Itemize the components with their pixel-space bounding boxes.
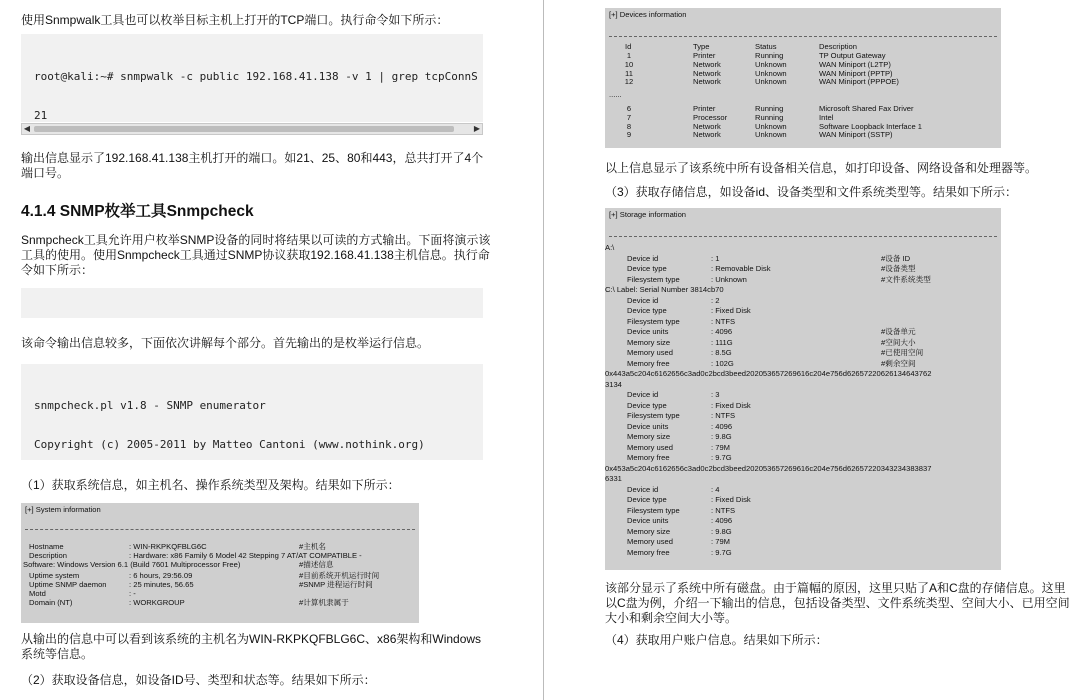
output-line: A:\ [605, 243, 615, 252]
code-block-snmpcheck-command [21, 288, 483, 318]
table-row [605, 70, 1001, 79]
field-label: Filesystem type [627, 411, 680, 420]
field-label: Device units [627, 327, 669, 336]
table-cell: WAN Miniport (SSTP) [819, 130, 893, 140]
field-label: Motd [29, 589, 46, 598]
field-value: : Hardware: x86 Family 6 Model 42 Stepping 7 AT/AT COMPATIBLE - [129, 551, 362, 560]
table-cell: 6 [626, 104, 632, 113]
field-comment: #SNMP 进程运行时间 [299, 580, 373, 589]
output-row [605, 328, 1001, 337]
output-row [21, 599, 419, 608]
system-information-screenshot [21, 503, 419, 623]
output-line: 0x453a5c204c6162656c3ad0c2bcd3beed202053657269616c204e756d62657220343234383837 [605, 463, 932, 473]
output-row [605, 412, 1001, 421]
field-comment: #描述信息 [299, 560, 334, 569]
field-value: : WIN-RKPKQFBLG6C [129, 542, 207, 551]
paragraph: （1）获取系统信息，如主机名、操作系统类型及架构。结果如下所示： [21, 478, 400, 492]
paragraph: 以上信息显示了该系统中所有设备相关信息，如打印设备、网络设备和处理器等。 [605, 161, 1038, 175]
field-label: Hostname [29, 542, 64, 551]
output-row [605, 454, 1001, 463]
screenshot-title: [+] Devices information [609, 10, 687, 19]
output-row [605, 391, 1001, 400]
table-cell: 12 [624, 77, 634, 87]
field-value: : 25 minutes, 56.65 [129, 580, 194, 589]
table-cell: Network [693, 121, 721, 131]
table-cell: Unknown [755, 121, 787, 131]
field-label: Device id [627, 253, 659, 263]
field-label: Device units [627, 421, 669, 431]
field-label: Device type [627, 264, 667, 273]
field-label: Memory free [627, 358, 670, 368]
table-cell: 8 [626, 121, 632, 131]
devices-information-screenshot [605, 8, 1001, 148]
table-row [605, 131, 1001, 140]
output-row [605, 549, 1001, 558]
field-value: : 4096 [711, 421, 733, 431]
field-comment: #计算机隶属于 [299, 598, 349, 607]
output-row [605, 475, 1001, 484]
paragraph: （3）获取存储信息，如设备id、设备类型和文件系统类型等。结果如下所示： [605, 185, 1018, 199]
field-comment: #目前系统开机运行时间 [299, 571, 380, 580]
code-line: snmpcheck.pl v1.8 - SNMP enumerator [34, 399, 266, 412]
field-value: : 79M [711, 442, 730, 452]
output-row [605, 255, 1001, 264]
table-cell: WAN Miniport (PPTP) [819, 68, 893, 78]
field-label: Memory used [627, 442, 674, 452]
column-header: Type [693, 42, 710, 51]
field-label: Device id [627, 484, 659, 494]
output-row [605, 402, 1001, 411]
field-label: Device type [627, 306, 667, 315]
output-row [605, 370, 1001, 379]
code-block-snmpwalk [21, 34, 483, 122]
output-row [605, 307, 1001, 316]
output-row [605, 349, 1001, 358]
field-value: : Fixed Disk [711, 306, 751, 315]
table-cell: 7 [626, 112, 632, 122]
paragraph: 该命令输出信息较多，下面依次讲解每个部分。首先输出的是枚举运行信息。 [21, 336, 430, 350]
output-row [605, 465, 1001, 474]
field-comment: #设备类型 [881, 264, 916, 273]
output-line: 3134 [605, 379, 622, 389]
output-row [605, 286, 1001, 295]
table-cell: Unknown [755, 77, 787, 87]
table-header [605, 43, 1001, 52]
field-value: : Removable Disk [711, 264, 771, 273]
field-comment: #主机名 [299, 542, 327, 551]
field-value: : 8.5G [711, 348, 732, 357]
table-cell: Running [755, 104, 784, 113]
table-cell: WAN Miniport (L2TP) [819, 59, 891, 69]
field-label: Device type [627, 495, 667, 504]
scroll-right-icon[interactable]: ▶ [473, 124, 481, 133]
output-row [605, 433, 1001, 442]
table-cell: Running [755, 112, 784, 122]
table-cell: TP Output Gateway [819, 51, 886, 60]
dashed-divider [609, 236, 997, 237]
table-row [605, 114, 1001, 123]
field-label: Device id [627, 295, 659, 305]
table-row [605, 52, 1001, 61]
ellipsis [605, 91, 1001, 100]
field-value: : 4 [711, 484, 720, 494]
field-label: Device units [627, 516, 669, 525]
paragraph: 该部分显示了系统中所有磁盘。由于篇幅的原因，这里只贴了A和C盘的存储信息。这里以C盘为例，介绍一下输出的信息，包括设备类型、文件系统类型、空间大小、已用空间大小和剩余空间大小等。 [605, 581, 1070, 625]
code-line: 21 [34, 109, 48, 122]
output-row [605, 318, 1001, 327]
field-label: Memory size [627, 526, 671, 536]
dashed-divider [25, 529, 415, 530]
field-label: Description [29, 551, 67, 560]
field-label: Memory size [627, 337, 671, 347]
field-comment: #剩余空间 [881, 358, 916, 368]
output-row [605, 486, 1001, 495]
field-value: : WORKGROUP [129, 598, 185, 607]
field-label: Filesystem type [627, 505, 680, 515]
table-row [605, 105, 1001, 114]
field-value: : Unknown [711, 274, 747, 284]
table-cell: Running [755, 51, 784, 60]
field-value: : 9.7G [711, 547, 732, 557]
column-header: Description [819, 42, 857, 51]
table-cell: Network [693, 59, 721, 69]
table-row [605, 61, 1001, 70]
table-cell: 9 [626, 130, 632, 140]
field-value: : 9.8G [711, 526, 732, 536]
field-comment: #文件系统类型 [881, 274, 931, 284]
output-row [605, 423, 1001, 432]
field-value: : 79M [711, 537, 730, 546]
field-value: : 3 [711, 390, 720, 399]
right-page [560, 0, 1080, 700]
output-row [605, 444, 1001, 453]
field-value: : - [129, 589, 136, 598]
screenshot-title: [+] Storage information [609, 210, 687, 219]
output-line: C:\ Label: Serial Number 3814cb70 [605, 285, 724, 294]
paragraph: （2）获取设备信息，如设备ID号、类型和状态等。结果如下所示： [21, 673, 376, 687]
output-line: 0x443a5c204c6162656c3ad0c2bcd3beed202053657269616c204e756d62657220626134643762 [605, 369, 932, 378]
field-comment: #空间大小 [881, 337, 916, 347]
horizontal-scrollbar[interactable] [21, 123, 483, 135]
table-cell: Network [693, 130, 721, 140]
paragraph: 使用Snmpwalk工具也可以枚举目标主机上打开的TCP端口。执行命令如下所示： [21, 13, 449, 27]
field-value: : 9.7G [711, 453, 732, 462]
field-comment: #已使用空间 [881, 348, 924, 357]
table-cell: Processor [693, 112, 728, 122]
code-line: Copyright (c) 2005-2011 by Matteo Cantoni (www.nothink.org) [34, 438, 425, 451]
field-label: Software: Windows Version 6.1 (Build 7601 Multiprocessor Free) [23, 560, 241, 569]
table-cell: Software Loopback Interface 1 [819, 121, 923, 131]
table-cell: Microsoft Shared Fax Driver [819, 104, 914, 113]
field-value: : 111G [711, 337, 733, 347]
output-row [605, 265, 1001, 274]
table-cell: 11 [625, 68, 633, 78]
field-value: : 6 hours, 29:56.09 [129, 571, 193, 580]
field-value: : 4096 [711, 327, 733, 336]
scroll-left-icon[interactable]: ◀ [23, 124, 31, 133]
field-label: Memory used [627, 348, 674, 357]
field-label: Domain (NT) [29, 598, 73, 607]
table-cell: Unknown [755, 130, 787, 140]
output-row [605, 297, 1001, 306]
output-row [21, 581, 419, 590]
field-value: : NTFS [711, 505, 736, 515]
field-comment: #设备单元 [881, 327, 916, 336]
table-row [605, 78, 1001, 87]
field-value: : 2 [711, 295, 720, 305]
output-row [21, 561, 419, 570]
output-row [605, 360, 1001, 369]
paragraph: 从输出的信息中可以看到该系统的主机名为WIN-RKPKQFBLG6C、x86架构和Windows系统等信息。 [21, 632, 482, 661]
field-label: Memory free [627, 453, 670, 462]
paragraph: 输出信息显示了192.168.41.138主机打开的端口。如21、25、80和443，总共打开了4个端口号。 [21, 151, 484, 180]
output-row [605, 507, 1001, 516]
field-label: Uptime system [29, 571, 80, 580]
field-value: : 9.8G [711, 432, 732, 441]
table-cell: 10 [624, 59, 634, 69]
table-row [605, 123, 1001, 132]
table-cell: Unknown [755, 68, 787, 78]
output-row [605, 538, 1001, 547]
field-value: : NTFS [711, 316, 736, 326]
field-label: Filesystem type [627, 316, 680, 326]
field-label: Memory size [627, 432, 671, 441]
output-row [605, 528, 1001, 537]
table-cell: Network [693, 68, 721, 78]
screenshot-title: [+] System information [25, 505, 101, 514]
output-row [21, 590, 419, 599]
scrollbar-thumb[interactable] [34, 126, 454, 132]
field-label: Memory used [627, 537, 674, 546]
field-value: : 4096 [711, 516, 733, 525]
table-cell: Printer [693, 104, 716, 113]
field-value: : 1 [711, 253, 720, 263]
page-divider [543, 0, 544, 700]
table-cell: Unknown [755, 59, 787, 69]
dashed-divider [609, 36, 997, 37]
column-header: Id [625, 42, 632, 51]
field-label: Uptime SNMP daemon [29, 580, 107, 589]
table-cell: 1 [626, 51, 632, 60]
field-label: Device id [627, 390, 659, 399]
left-page [0, 0, 520, 700]
table-cell: Network [693, 77, 721, 87]
field-label: Device type [627, 400, 667, 410]
field-label: Memory free [627, 547, 670, 557]
table-cell: WAN Miniport (PPPOE) [819, 77, 899, 87]
field-value: : Fixed Disk [711, 400, 751, 410]
field-comment: #设备 ID [881, 253, 911, 263]
paragraph: Snmpcheck工具允许用户枚举SNMP设备的同时将结果以可读的方式输出。下面将演示该工具的使用。使用Snmpcheck工具通过SNMP协议获取192.168.41.138主机信息。执行命令如下所示： [21, 233, 491, 277]
output-row [605, 517, 1001, 526]
field-value: : Fixed Disk [711, 495, 751, 504]
table-cell: Intel [819, 112, 834, 122]
field-value: : 102G [711, 358, 734, 368]
output-row [605, 276, 1001, 285]
code-line: root@kali:~# snmpwalk -c public 192.168.41.138 -v 1 | grep tcpConnS [34, 70, 478, 83]
table-cell: Printer [693, 51, 716, 60]
output-row [605, 244, 1001, 253]
output-line: 6331 [605, 474, 622, 483]
section-heading: 4.1.4 SNMP枚举工具Snmpcheck [21, 203, 254, 220]
output-row [605, 496, 1001, 505]
field-label: Filesystem type [627, 274, 680, 284]
output-row [605, 381, 1001, 390]
paragraph: （4）获取用户账户信息。结果如下所示： [605, 633, 828, 647]
column-header: Status [755, 42, 777, 51]
ellipsis-text: ...... [609, 90, 622, 99]
code-block-enumeration-output [21, 364, 483, 460]
storage-information-screenshot [605, 208, 1001, 570]
field-value: : NTFS [711, 411, 736, 420]
output-row [605, 339, 1001, 348]
